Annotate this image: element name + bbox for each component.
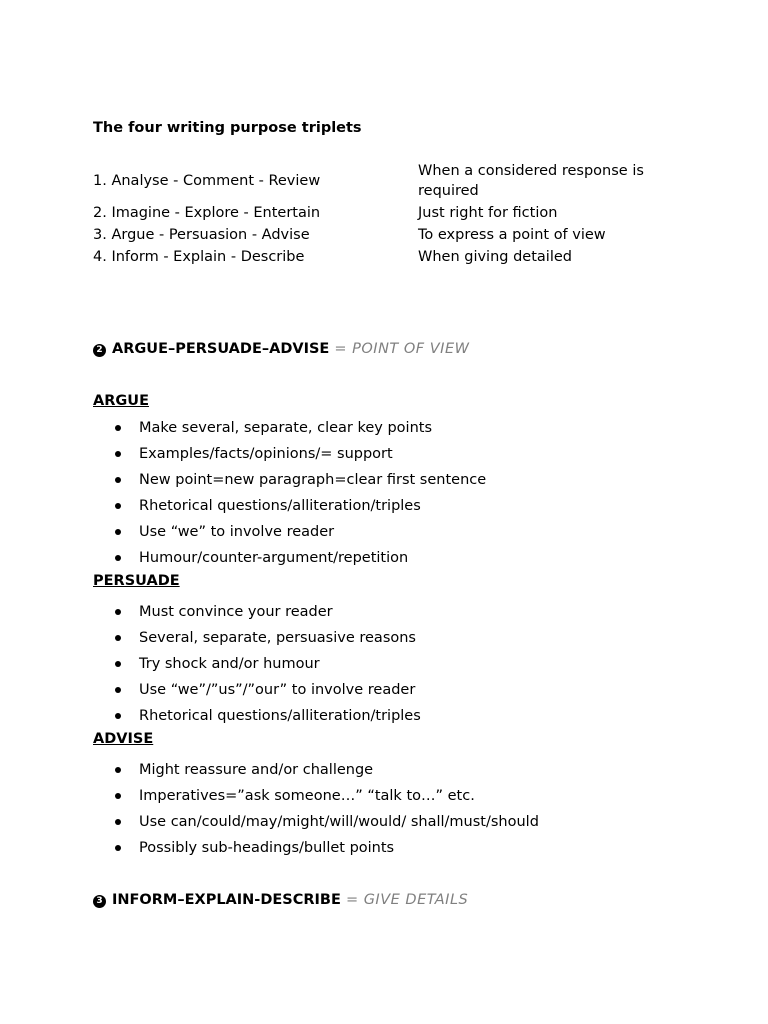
bullet-icon <box>115 503 121 509</box>
bullet-icon <box>115 451 121 457</box>
bullet-icon <box>115 425 121 431</box>
triplet-3-name: 3. Argue - Persuasion - Advise <box>93 227 310 243</box>
section-2-emphasis: = POINT OF VIEW <box>334 341 470 357</box>
bullet-icon <box>115 767 121 773</box>
bullet-icon <box>115 687 121 693</box>
section-3-title: INFORM–EXPLAIN-DESCRIBE <box>112 892 341 908</box>
section-3-heading <box>93 892 468 908</box>
list-item: Make several, separate, clear key points <box>93 418 486 444</box>
list-item: Use “we” to involve reader <box>93 522 486 548</box>
persuade-heading: PERSUADE <box>93 573 180 589</box>
section-2-title: ARGUE–PERSUADE–ADVISE <box>112 341 330 357</box>
list-item: Rhetorical questions/alliteration/triples <box>93 496 486 522</box>
bullet-icon <box>115 635 121 641</box>
bullet-icon <box>115 713 121 719</box>
section-3-number: 3 <box>93 895 106 908</box>
list-item: Examples/facts/opinions/= support <box>93 444 486 470</box>
list-item: Imperatives=”ask someone…” “talk to…” etc. <box>93 786 539 812</box>
list-item: Must convince your reader <box>93 602 421 628</box>
triplet-3-when: To express a point of view <box>418 227 606 243</box>
bullet-icon <box>115 845 121 851</box>
list-item: Might reassure and/or challenge <box>93 760 539 786</box>
section-3-emphasis: = GIVE DETAILS <box>345 892 469 908</box>
advise-heading: ADVISE <box>93 731 154 747</box>
bullet-icon <box>115 609 121 615</box>
bullet-icon <box>115 793 121 799</box>
list-item: Use can/could/may/might/will/would/ shall/must/should <box>93 812 539 838</box>
list-item: Use “we”/”us”/”our” to involve reader <box>93 680 421 706</box>
list-item: Possibly sub-headings/bullet points <box>93 838 539 864</box>
bullet-icon <box>115 477 121 483</box>
triplet-4-when: When giving detailed <box>418 249 572 265</box>
advise-list <box>93 760 539 864</box>
argue-list <box>93 418 486 574</box>
bullet-icon <box>115 529 121 535</box>
bullet-icon <box>115 555 121 561</box>
triplet-1-when: When a considered response is required <box>418 163 644 199</box>
list-item: New point=new paragraph=clear first sentence <box>93 470 486 496</box>
list-item: Humour/counter-argument/repetition <box>93 548 486 574</box>
section-2-heading <box>93 341 469 357</box>
triplet-4-name: 4. Inform - Explain - Describe <box>93 249 305 265</box>
bullet-icon <box>115 661 121 667</box>
bullet-icon <box>115 819 121 825</box>
triplet-2-when: Just right for fiction <box>418 205 558 221</box>
section-2-number: 2 <box>93 344 106 357</box>
document-title: The four writing purpose triplets <box>93 120 362 136</box>
list-item: Several, separate, persuasive reasons <box>93 628 421 654</box>
persuade-list <box>93 602 421 732</box>
triplet-2-name: 2. Imagine - Explore - Entertain <box>93 205 321 221</box>
list-item: Rhetorical questions/alliteration/triples <box>93 706 421 732</box>
argue-heading: ARGUE <box>93 393 149 409</box>
triplet-1-name: 1. Analyse - Comment - Review <box>93 173 321 189</box>
list-item: Try shock and/or humour <box>93 654 421 680</box>
